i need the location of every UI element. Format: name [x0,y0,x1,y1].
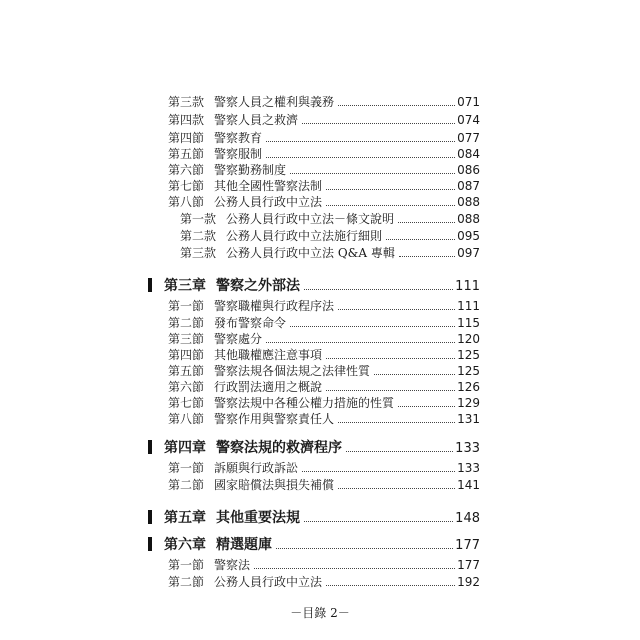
toc-section-entry [168,410,480,427]
toc-section-entry [168,476,480,493]
toc-section-entry [168,573,480,590]
toc-entry-label: 第八節 [168,195,205,209]
toc-entry-title: 警察法規的救濟程序 [216,440,342,456]
toc-entry-page-number: 115 [457,316,480,330]
toc-entry-label: 第五章 [164,510,206,526]
toc-section-entry [168,362,480,379]
toc-entry-title: 警察人員之救濟 [214,113,299,127]
toc-entry-title: 國家賠償法與損失補償 [214,478,335,492]
toc-section-entry [180,210,480,227]
toc-entry-title: 警察勤務制度 [214,163,287,177]
toc-entry-page-number: 095 [457,229,480,243]
toc-section-entry [168,129,480,146]
dot-leader [374,373,455,375]
dot-leader [326,357,455,359]
toc-entry-label: 第五節 [168,364,205,378]
dot-leader [254,567,455,569]
dot-leader [326,389,455,391]
dot-leader [302,470,455,472]
chapter-marker [148,537,152,551]
toc-entry-page-number: 125 [457,348,480,362]
toc-section-entry [168,93,480,110]
toc-entry-page-number: 133 [455,441,480,456]
toc-entry-label: 第一款 [180,212,217,226]
toc-entry-label: 第四款 [168,113,205,127]
dot-leader [346,450,453,452]
toc-chapter-entry [148,507,480,527]
toc-entry-title: 警察作用與警察責任人 [214,412,335,426]
toc-entry-title: 警察教育 [214,131,263,145]
toc-section-entry [180,227,480,244]
toc-section-entry [168,346,480,363]
toc-entry-page-number: 129 [457,396,480,410]
toc-entry-label: 第四節 [168,348,205,362]
toc-entry-title: 公務人員行政中立法－條文說明 [226,212,395,226]
toc-entry-title: 訴願與行政訴訟 [214,461,299,475]
toc-entry-page-number: 097 [457,246,480,260]
dot-leader [398,221,455,223]
dot-leader [290,325,455,327]
toc-section-entry [168,394,480,411]
toc-section-entry [180,244,480,261]
toc-entry-page-number: 111 [455,279,480,294]
toc-entry-label: 第三節 [168,332,205,346]
toc-entry-title: 警察服制 [214,147,263,161]
dot-leader [399,255,455,257]
toc-entry-label: 第六節 [168,380,205,394]
toc-entry-title: 發布警察命令 [214,316,287,330]
toc-entry-label: 第一節 [168,461,205,475]
toc-section-entry [168,111,480,128]
dot-leader [304,520,453,522]
toc-entry-title: 警察法規中各種公權力措施的性質 [214,396,395,410]
toc-entry-label: 第二節 [168,478,205,492]
toc-entry-label: 第八節 [168,412,205,426]
toc-entry-label: 第五節 [168,147,205,161]
dot-leader [326,188,455,190]
toc-entry-title: 公務人員行政中立法 [214,575,323,589]
toc-section-entry [168,145,480,162]
toc-entry-page-number: 111 [457,299,480,313]
dot-leader [338,308,455,310]
toc-entry-page-number: 126 [457,380,480,394]
toc-chapter-entry [148,534,480,554]
toc-entry-label: 第四章 [164,440,206,456]
toc-entry-label: 第二節 [168,575,205,589]
toc-section-entry [168,378,480,395]
dot-leader [398,405,455,407]
toc-entry-label: 第七節 [168,396,205,410]
page-footer: －目錄 2－ [290,606,350,620]
toc-entry-title: 公務人員行政中立法 [214,195,323,209]
toc-section-entry [168,161,480,178]
toc-entry-title: 其他職權應注意事項 [214,348,323,362]
toc-entry-page-number: 086 [457,163,480,177]
toc-entry-label: 第一節 [168,299,205,313]
toc-entry-title: 警察之外部法 [216,278,300,294]
toc-entry-page-number: 087 [457,179,480,193]
dot-leader [338,421,455,423]
dot-leader [266,156,455,158]
toc-entry-page-number: 071 [457,95,480,109]
toc-entry-label: 第七節 [168,179,205,193]
toc-entry-page-number: 088 [457,212,480,226]
toc-entry-label: 第三款 [168,95,205,109]
toc-entry-page-number: 125 [457,364,480,378]
toc-chapter-entry [148,275,480,295]
dot-leader [338,487,455,489]
toc-section-entry [168,330,480,347]
toc-chapter-entry [148,437,480,457]
toc-entry-page-number: 148 [455,511,480,526]
toc-entry-label: 第三款 [180,246,217,260]
toc-entry-title: 警察人員之權利與義務 [214,95,335,109]
toc-entry-title: 其他重要法規 [216,510,300,526]
toc-entry-label: 第六章 [164,537,206,553]
toc-entry-page-number: 074 [457,113,480,127]
dot-leader [266,341,455,343]
toc-entry-title: 警察法規各個法規之法律性質 [214,364,371,378]
toc-section-entry [168,297,480,314]
chapter-marker [148,440,152,454]
toc-entry-label: 第二款 [180,229,217,243]
dot-leader [276,547,453,549]
toc-entry-title: 公務人員行政中立法施行細則 [226,229,383,243]
toc-entry-page-number: 177 [455,538,480,553]
dot-leader [386,238,455,240]
toc-entry-title: 警察職權與行政程序法 [214,299,335,313]
dot-leader [304,288,453,290]
toc-entry-label: 第二節 [168,316,205,330]
dot-leader [266,140,455,142]
toc-entry-page-number: 131 [457,412,480,426]
toc-section-entry [168,556,480,573]
toc-entry-page-number: 177 [457,558,480,572]
toc-entry-title: 公務人員行政中立法 Q&A 專輯 [226,246,395,260]
toc-section-entry [168,314,480,331]
toc-entry-page-number: 141 [457,478,480,492]
toc-entry-title: 精選題庫 [216,537,272,553]
dot-leader [338,104,455,106]
toc-section-entry [168,193,480,210]
toc-section-entry [168,177,480,194]
toc-entry-label: 第三章 [164,278,206,294]
toc-entry-page-number: 077 [457,131,480,145]
toc-entry-page-number: 133 [457,461,480,475]
toc-entry-page-number: 084 [457,147,480,161]
dot-leader [302,122,455,124]
toc-entry-title: 其他全國性警察法制 [214,179,323,193]
dot-leader [326,204,455,206]
toc-entry-label: 第四節 [168,131,205,145]
toc-entry-label: 第六節 [168,163,205,177]
chapter-marker [148,278,152,292]
chapter-marker [148,510,152,524]
toc-entry-page-number: 120 [457,332,480,346]
toc-section-entry [168,459,480,476]
dot-leader [326,584,455,586]
toc-entry-title: 警察處分 [214,332,263,346]
toc-entry-page-number: 088 [457,195,480,209]
toc-entry-title: 行政罰法適用之概說 [214,380,323,394]
toc-entry-page-number: 192 [457,575,480,589]
toc-entry-title: 警察法 [214,558,251,572]
dot-leader [290,172,455,174]
toc-entry-label: 第一節 [168,558,205,572]
